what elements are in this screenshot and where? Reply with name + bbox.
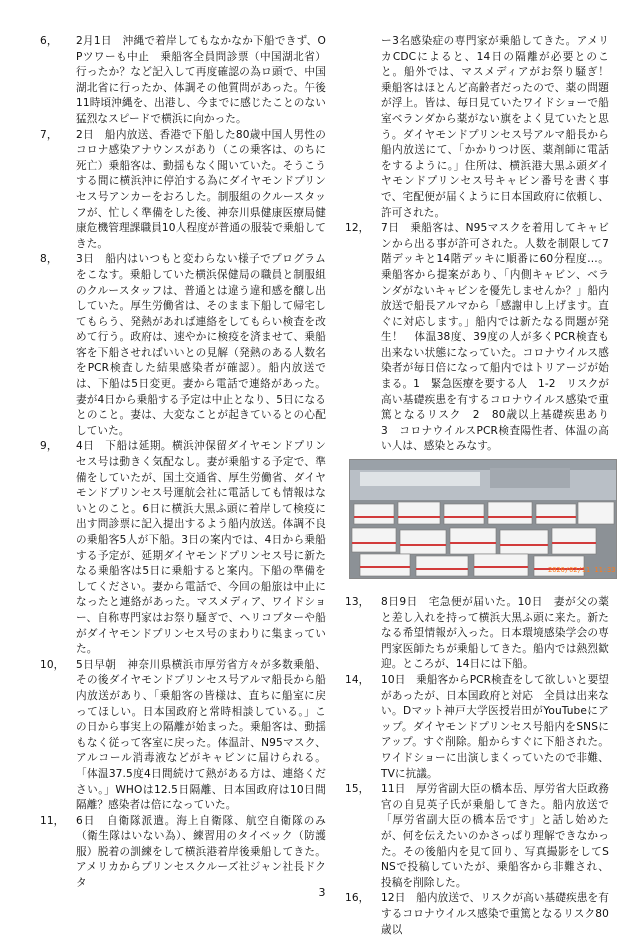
item-text: 4日 下船は延期。横浜沖保留ダイヤモンドプリンセス号は動きく気配なし。妻が乗船する予定で、準備をしていたが、国土交通省、厚生労働省、ダイヤモンドプリンセス号運航会社に電話しても情報はないとのこと。6日に横浜大黒ふ頭に着岸して検疫に出す問診票に記入提出するよう船内放送。体調不良の乗船客5人が下船。3日の案内では、4日から乗船する予定が、延期ダイヤモンドプリンセス号に新たなる乗船客は5日に乗船すると案内。下船の準備をしてください。妻から電話で、今回の船旅は中止になったと連絡があった。マスメディア、ワイドショー、自称専門家はお祭り騒ぎで、ヘリコプターや船がダイヤモンドプリンセス号のまわりに集まっていた。 [76,440,326,656]
list-item [345,221,620,455]
item-number: 13， [345,596,370,609]
item-text: 2月1日 沖縄で着岸してもなかなか下船できず、OPツワーも中止 乗船客全員問診票（中国湖北省）行ったか？など記入して再度確認の為ロ頭で、中国湖北省に行ったか、体調その他質問があった。午後11時頃沖縄を、出港し、今までに感じたことのない猛烈なスピードで横浜に向かった。 [76,35,326,125]
list-item [345,595,609,673]
list-item [345,34,620,221]
list-item [40,814,326,892]
list-item [40,252,326,439]
left-column [40,34,326,892]
list-item [40,34,326,128]
item-number: 7， [40,128,58,141]
item-number: 6， [40,35,58,47]
item-number: 14， [345,674,370,686]
item-number: 11， [40,814,65,827]
item-text: 12日 船内放送で、リスクが高い基礎疾患を有するコロナウイルス感染で重篤となるリスク80歳以 [381,892,609,936]
item-text: 2日 船内放送、香港で下船した80歳中国人男性のコロナ感染アナウンスがあり（この乗客は、のちに死亡）乗船客は、動揺もなく聞いていた。そうこうする間に横浜沖に停泊する為にダイヤモンドプリンセス号アンカーをおろした。制服組のクルースタッフが、忙しく準備をした後、神奈川県健康医療局健康危機管理課職員10人程度が普通の服装で乗船してきた。 [76,128,326,250]
photo-illustration [350,460,616,578]
item-text: 7日 乗船客は、N95マスクを着用してキャビンから出る事が許可された。人数を制限して7階デッキと14階デッキに順番に60分程度…。乗船客から提案があり、「内側キャビン、ベランダがないキャビンを優先しませんか？」船内放送で船長アルマから「感謝申し上げます。直ぐに対応します。」船内では新たなる問題が発生！ 体温38度、39度の人が多くPCR検査も出来ない状態になっていた。コロナウイルス感染者が毎日倍になって船内ではトリアージが始まる。1 緊急医療を要する人 1-2 リスクが高い基礎疾患を有するコロナウイルス感染で重篤となるリスク 2 80歳以上基礎疾患あり 3 コロナウイルスPCR検査陽性者、体温の高い人は、感染とみなす。 [381,222,620,453]
page-number: 3 [318,886,326,899]
item-text: 6日 自衛隊派遣。海上自衛隊、航空自衛隊のみ（衛生隊はいない為）、練習用のタイベック（防護服）脱着の訓練をして横浜港着岸後乗船してきた。アメリカからプリンセスクルーズ社ジャン社長ドクタ [76,814,326,890]
item-text: 3日 船内はいつもと変わらない様子でプログラムをこなす。乗船していた横浜保健局の職員と制服組のクルースタッフは、普通とは違う違和感を醸し出していた。厚生労働省は、そのまま下船して帰宅してもらう、発熱があれば連絡をしてもらい検査を改めて行う。政府は、速やかに検疫を済ませて、乗船客を下船させればいいとの見解（発熱のある人数名をPCR検査した結果感染者が確認）。船内放送では、下船は5日変更。妻から電話で連絡があった。妻が4日から乗船する予定は中止となり、5日になるとのこと。妻は、大変なことが起きているとの心配していた。 [76,253,326,437]
list-item [40,439,326,657]
item-text: 5日早朝 神奈川県横浜市厚労省方々が多数乗船、その後ダイヤモンドプリンセス号アルマ船長から船内放送があり、「乗船客の皆様は、直ちに船室に戻ってほしい。日本国政府と常時相談している。」この日から事実上の隔離が始まった。乗船客は、動揺もなく従って客室に戻った。体温計、N95マスク、アルコール消毒液などがキャビンに届けられる。「体温37.5度4日間続けて熱がある方は、連絡ください。」WHOは12.5日隔離、日本国政府は10日間隔離？感染者は倍になっていた。 [76,658,326,812]
item-number: 15， [345,783,370,796]
photo-timestamp: 2020/02/11 11:33 [548,566,616,574]
list-item [345,673,609,782]
list-item [40,128,326,253]
list-item [40,658,326,814]
item-text: ー3名感染症の専門家が乗船してきた。アメリカCDCによると、14日の隔離が必要とのこと。船外では、マスメディアがお祭り騒ぎ！ 乗船客はほとんど高齢者だったので、薬の問題が浮上。皆は、毎日見ていたワイドショーで船室ベランダから薬がない旗をよく見ていたと思う。ダイヤモンドプリンセス号アルマ船長から船内放送にて、「かかりつけ医、薬剤師に電話をするように。」住所は、横浜港大黒ふ頭ダイヤモンドプリンセス号キャビン番号を書く事で、宅配便が届くように日本国政府に依頼し、許可された。 [381,35,620,219]
item-number: 12， [345,222,370,235]
item-number: 9， [40,440,58,453]
list-item [345,782,609,891]
item-number: 10， [40,658,65,671]
item-text: 11日 厚労省副大臣の橋本岳、厚労省大臣政務官の自見英子氏が乗船してきた。船内放送で「厚労省副大臣の橋本岳です」と話し始めたが、何を伝えたいのかさっぱり理解できなかった。その後船内を見て回り、写真撮影をしてSNSで投稿していたが、乗船客から非難され、投稿を削除した。 [381,783,609,889]
item-text: 10日 乗船客からPCR検査をして欲しいと要望があったが、日本国政府と対応 全員は出来ない。Dマット神戸大学医授岩田がYouTubeにアップ。ダイヤモンドプリンセス号船内をSNSにアップ。すぐ削除。船からすぐに下船された。ワイドショーに出演しまくっていたので非難、TVに抗議。 [381,674,609,780]
ambulance-lineup-photo [349,459,617,579]
item-number: 16， [345,892,370,905]
item-text: 8日9日 宅急便が届いた。10日 妻が父の薬と差し入れを持って横浜大黒ふ頭に来た。新たなる希望情報が入った。日本環境感染学会の専門家医師たちが乗船してきた。船内では熱烈歓迎。ところが、14日には下船。 [381,596,609,671]
item-number: 8， [40,253,58,266]
